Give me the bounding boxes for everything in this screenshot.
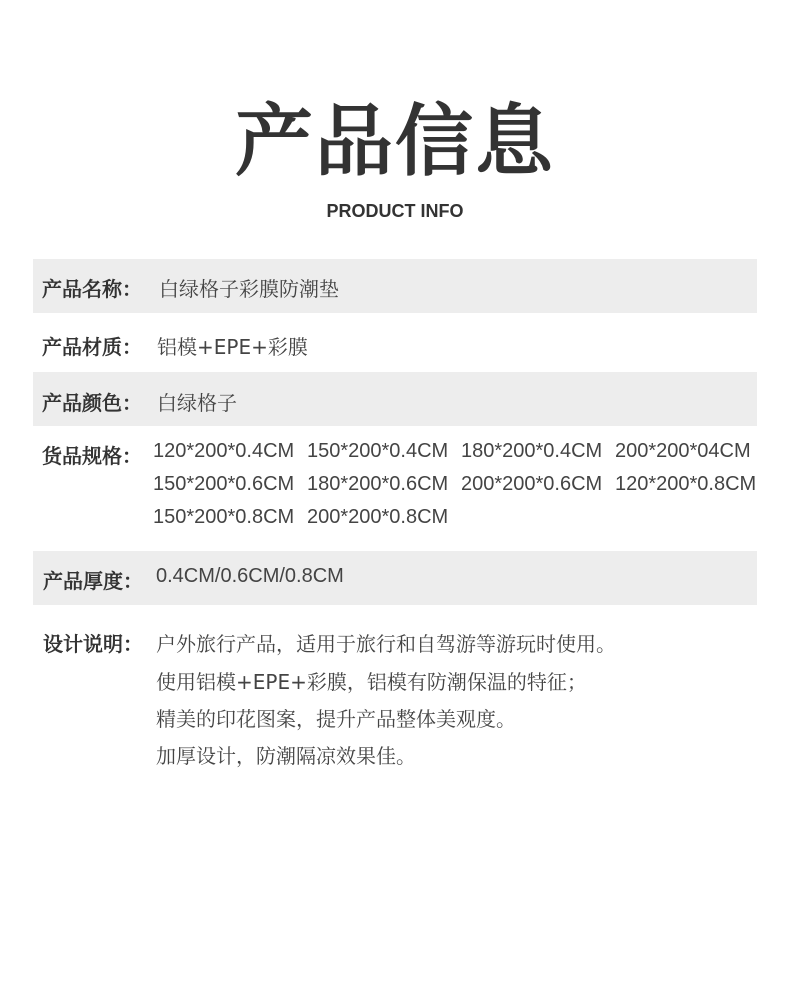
- spec-item: 180*200*0.4CM: [461, 440, 603, 462]
- design-line: 精美的印花图案，提升产品整体美观度。: [156, 707, 516, 731]
- design-line: 户外旅行产品，适用于旅行和自驾游等游玩时使用。: [156, 632, 616, 656]
- info-label-color: 产品颜色：: [42, 391, 142, 415]
- info-row-specs: [33, 430, 757, 540]
- info-label-name: 产品名称：: [42, 277, 142, 301]
- spec-item: 150*200*0.4CM: [307, 440, 449, 462]
- design-line: 使用铝模+EPE+彩膜，铝模有防潮保温的特征；: [156, 670, 587, 694]
- info-row-design: [33, 620, 757, 780]
- info-value-name: 白绿格子彩膜防潮垫: [159, 277, 339, 301]
- info-value-thickness: 0.4CM/0.6CM/0.8CM: [156, 565, 344, 587]
- info-label-design: 设计说明：: [43, 632, 143, 656]
- spec-item: 200*200*04CM: [615, 440, 751, 462]
- info-value-color: 白绿格子: [157, 391, 237, 415]
- info-label-material: 产品材质：: [42, 335, 142, 359]
- info-row-name: [33, 259, 757, 313]
- spec-item: 120*200*0.4CM: [153, 440, 295, 462]
- page-subtitle: PRODUCT INFO: [326, 201, 464, 221]
- spec-line-3: [153, 506, 461, 529]
- spec-item: 200*200*0.6CM: [461, 473, 603, 495]
- spec-item: 200*200*0.8CM: [307, 506, 449, 528]
- spec-line-2: [153, 473, 769, 496]
- spec-item: 150*200*0.6CM: [153, 473, 295, 495]
- info-value-material: 铝模+EPE+彩膜: [157, 335, 308, 359]
- spec-line-1: [153, 440, 769, 463]
- page-title: 产品信息: [234, 97, 555, 187]
- design-line: 加厚设计，防潮隔凉效果佳。: [156, 744, 416, 768]
- spec-item: 120*200*0.8CM: [615, 473, 757, 495]
- info-label-thickness: 产品厚度：: [43, 569, 143, 593]
- spec-item: 180*200*0.6CM: [307, 473, 449, 495]
- info-row-color: [33, 372, 757, 426]
- info-label-specs: 货品规格：: [42, 444, 142, 468]
- info-row-material: [33, 318, 757, 370]
- spec-item: 150*200*0.8CM: [153, 506, 295, 528]
- info-row-thickness: [33, 551, 757, 605]
